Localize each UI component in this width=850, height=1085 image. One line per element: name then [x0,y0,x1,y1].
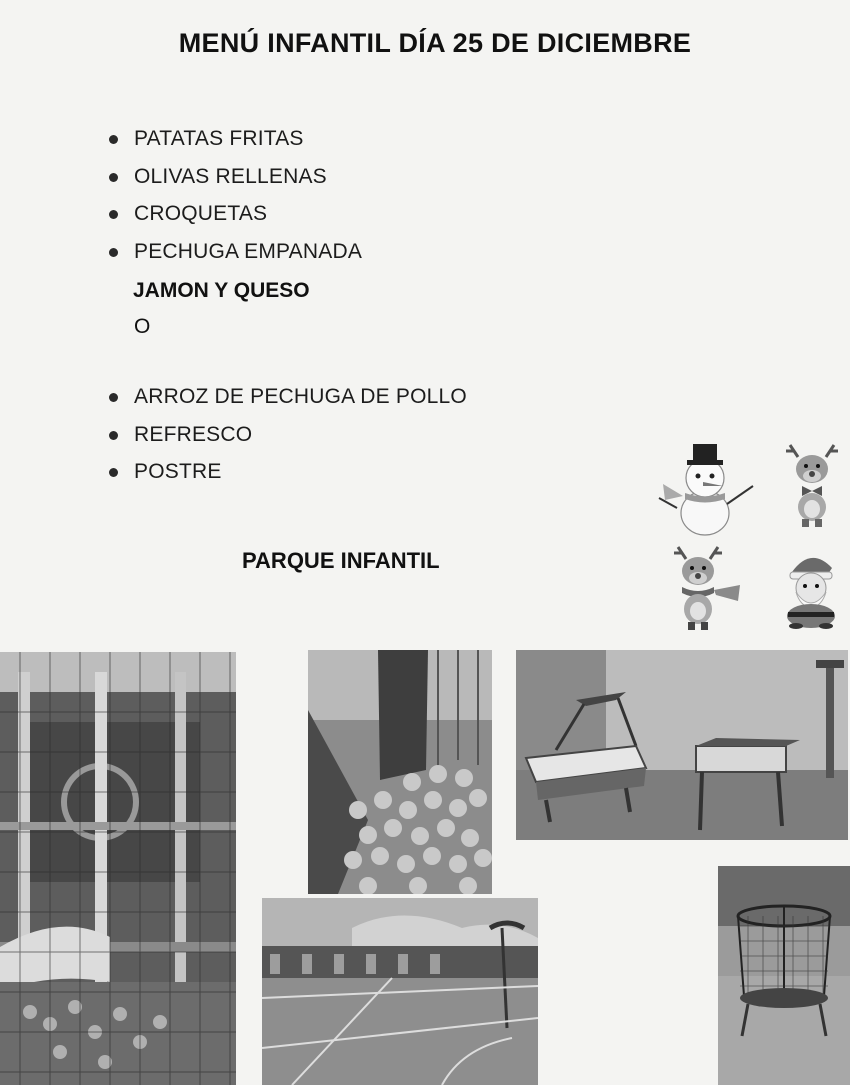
sports-court-photo [262,898,538,1085]
menu-list-top [108,120,362,270]
trampoline-photo [718,866,850,1085]
menu-item: ARROZ DE PECHUGA DE POLLO [108,378,467,416]
park-title: PARQUE INFANTIL [242,548,440,573]
santa-icon [778,550,844,630]
reindeer-icon [782,443,842,531]
reindeer-icon [668,545,744,633]
menu-item: CROQUETAS [108,195,362,233]
menu-item-or: O [134,315,151,338]
indoor-playground-photo [0,652,236,1085]
menu-item: PECHUGA EMPANADA [108,233,362,271]
menu-item: REFRESCO [108,416,467,454]
menu-item: OLIVAS RELLENAS [108,158,362,196]
menu-list-bottom [108,378,467,491]
page-title: MENÚ INFANTIL DÍA 25 DE DICIEMBRE [178,28,692,58]
ball-pit-photo [308,650,492,894]
menu-item-variant: JAMON Y QUESO [133,279,310,302]
menu-item: POSTRE [108,453,467,491]
air-hockey-table-photo [516,650,848,840]
snowman-icon [655,438,760,538]
menu-item: PATATAS FRITAS [108,120,362,158]
